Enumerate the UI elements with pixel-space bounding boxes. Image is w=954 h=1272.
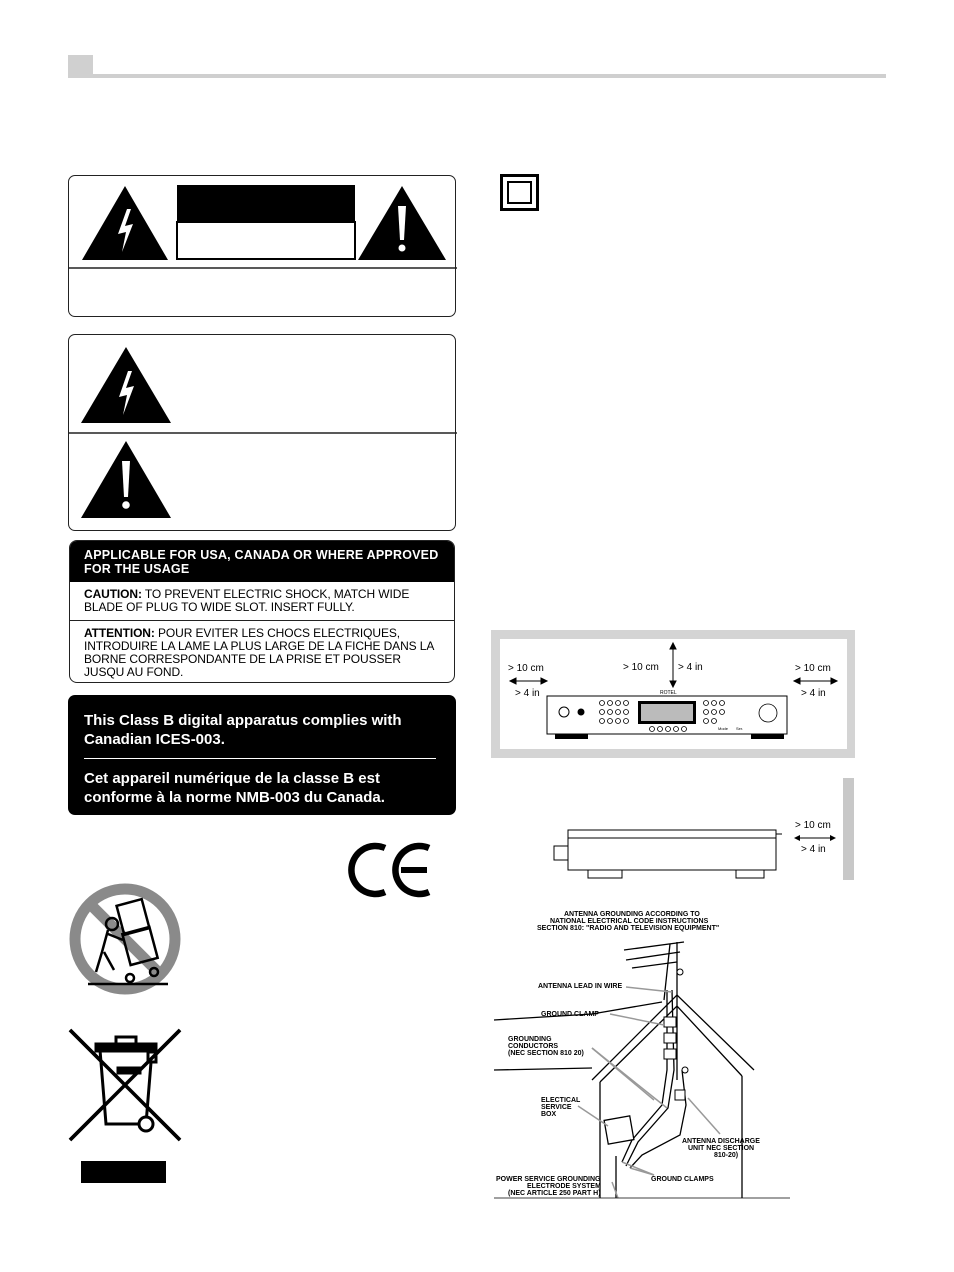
attention-row bbox=[70, 621, 454, 683]
symbol-explanation-graphic bbox=[69, 335, 457, 532]
antenna-title-line3: SECTION 810: "RADIO AND TELEVISION EQUIPMENT" bbox=[537, 925, 720, 932]
service-box-label-3: BOX bbox=[541, 1111, 557, 1118]
service-box-label-2: SERVICE bbox=[541, 1104, 572, 1111]
left-clearance-in: > 4 in bbox=[515, 688, 540, 699]
tuner-front-panel bbox=[546, 691, 788, 739]
class-ii-double-square-icon bbox=[500, 174, 540, 212]
antenna-grounding-drawing bbox=[492, 930, 792, 1210]
discharge-label-1: ANTENNA DISCHARGE bbox=[682, 1138, 760, 1145]
tuner-small-label-1: Mode bbox=[718, 726, 729, 731]
electrode-label-1: POWER SERVICE GROUNDING bbox=[496, 1176, 601, 1183]
discharge-label-3: 810-20) bbox=[714, 1152, 739, 1159]
caution-label-box bbox=[68, 175, 456, 317]
ices-divider bbox=[84, 758, 436, 759]
rear-clearance-cm: > 10 cm bbox=[795, 820, 831, 831]
caution-text: TO PREVENT ELECTRIC SHOCK, MATCH WIDE BLADE OF PLUG TO WIDE SLOT. INSERT FULLY. bbox=[84, 587, 410, 614]
electrode-label-3: (NEC ARTICLE 250 PART H) bbox=[508, 1190, 601, 1197]
tuner-small-label-2: Ser. bbox=[736, 726, 744, 731]
weee-crossed-bin-icon bbox=[68, 1028, 183, 1143]
ices-french: Cet appareil numérique de la classe B est conforme à la norme NMB-003 du Canada. bbox=[84, 770, 385, 806]
conductors-label-3: (NEC SECTION 810 20) bbox=[508, 1050, 584, 1057]
rear-clearance-in: > 4 in bbox=[801, 844, 826, 855]
header-rule bbox=[93, 74, 886, 78]
left-clearance-cm: > 10 cm bbox=[508, 663, 544, 674]
top-clearance-cm: > 10 cm bbox=[623, 662, 659, 673]
right-clearance-cm: > 10 cm bbox=[795, 663, 831, 674]
exclamation-warning-icon bbox=[358, 186, 446, 260]
ground-clamps-label: GROUND CLAMPS bbox=[651, 1176, 714, 1183]
electrode-label-2: ELECTRODE SYSTEM bbox=[527, 1183, 601, 1190]
caution-label: CAUTION: bbox=[84, 587, 142, 601]
right-clearance-in: > 4 in bbox=[801, 688, 826, 699]
ices-notice bbox=[68, 695, 456, 815]
service-box-label-1: ELECTICAL bbox=[541, 1097, 581, 1104]
ices-english: This Class B digital apparatus complies with Canadian ICES-003. bbox=[84, 712, 402, 748]
conductors-label-1: GROUNDING bbox=[508, 1036, 552, 1043]
weee-underline-bar bbox=[81, 1161, 166, 1183]
lightning-warning-icon bbox=[82, 186, 168, 260]
header-tab-marker bbox=[68, 55, 93, 78]
no-cart-tipping-icon bbox=[68, 882, 182, 996]
exclamation-symbol-icon bbox=[81, 441, 171, 518]
tuner-side-view bbox=[548, 820, 788, 884]
attention-text: POUR EVITER LES CHOCS ELECTRIQUES, INTRODUIRE LA LAME LA PLUS LARGE DE LA FICHE DANS LA BORNE CORRESPONDANTE DE LA PRISE ET POUSSER JUSQU AU FOND. bbox=[84, 626, 434, 679]
plug-usage-notice bbox=[69, 540, 455, 683]
discharge-label-2: UNIT NEC SECTION bbox=[688, 1145, 755, 1152]
caution-label-graphic bbox=[69, 176, 457, 318]
conductors-label-2: CONDUCTORS bbox=[508, 1043, 559, 1050]
caution-subtitle-bar bbox=[177, 222, 355, 259]
rear-clearance-arrow bbox=[792, 833, 838, 843]
ce-mark-icon bbox=[343, 840, 438, 900]
caution-row bbox=[70, 582, 454, 620]
top-clearance-in: > 4 in bbox=[678, 662, 703, 673]
ground-clamp-label: GROUND CLAMP bbox=[541, 1011, 599, 1018]
tuner-brand: ROTEL bbox=[660, 690, 677, 696]
tuner-front-drawing bbox=[546, 691, 788, 739]
caution-title-bar bbox=[177, 185, 355, 222]
antenna-title-line2: NATIONAL ELECTRICAL CODE INSTRUCTIONS bbox=[550, 918, 709, 925]
attention-label: ATTENTION: bbox=[84, 626, 155, 640]
lightning-symbol-icon bbox=[81, 347, 171, 423]
plug-usage-heading: APPLICABLE FOR USA, CANADA OR WHERE APPROVED FOR THE USAGE bbox=[70, 541, 454, 582]
symbol-explanation-box bbox=[68, 334, 456, 531]
lead-in-label: ANTENNA LEAD IN WIRE bbox=[538, 983, 623, 990]
side-figure-strip bbox=[843, 778, 854, 880]
antenna-title-line1: ANTENNA GROUNDING ACCORDING TO bbox=[564, 911, 700, 918]
